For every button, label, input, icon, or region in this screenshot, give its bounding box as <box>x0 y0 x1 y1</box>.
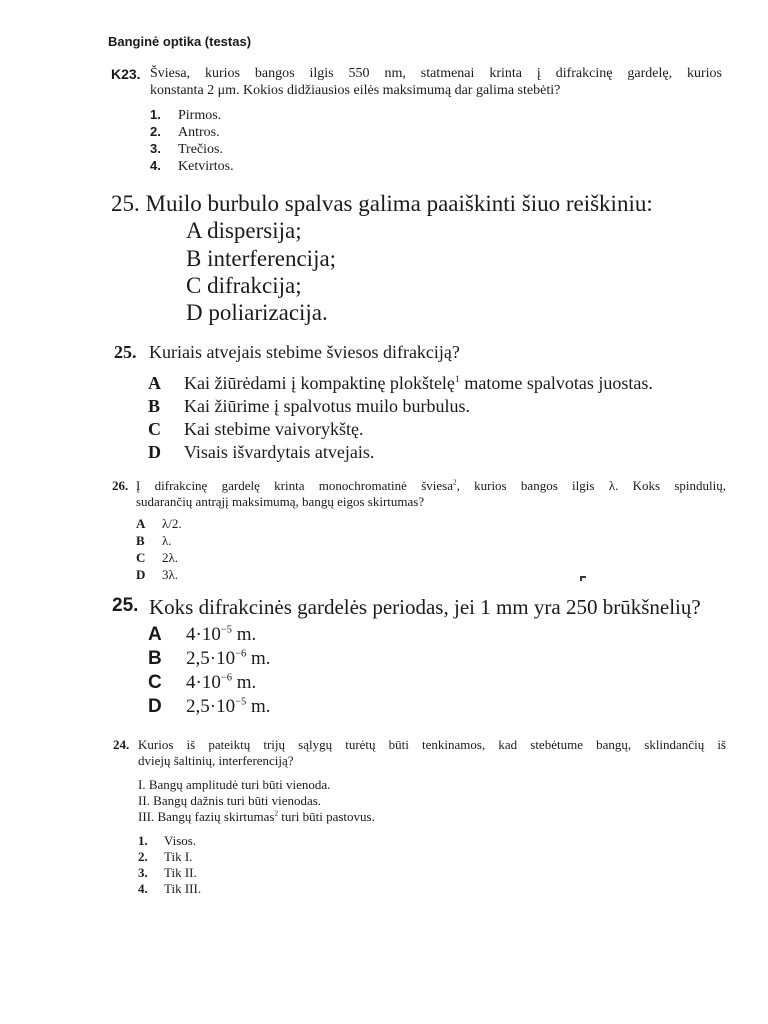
option-text: Kai žiūrėdami į kompaktinę plokštelę <box>184 373 455 393</box>
stray-mark <box>580 576 582 581</box>
question-text-line1: Kurios iš pateiktų trijų sąlygų turėtų būti tenkinamos, kad stebėtume bangų, sklindančių iš <box>138 737 726 752</box>
option <box>148 442 374 463</box>
question-number: 25. <box>114 342 137 362</box>
option <box>150 107 221 124</box>
question-text-line1 <box>136 478 726 494</box>
option-value-exponent: −6 <box>235 648 247 660</box>
condition: I. Bangų amplitudė turi būti vienoda. <box>138 777 331 792</box>
option-label: A <box>148 624 162 645</box>
option <box>148 696 270 718</box>
option-text: λ/2. <box>162 516 182 531</box>
option <box>136 533 172 549</box>
footnote-mark: 1 <box>454 374 460 385</box>
question-text: Kuriais atvejais stebime šviesos difrakciją? <box>149 342 460 362</box>
footnote-mark: 2 <box>452 478 457 487</box>
condition <box>138 809 375 825</box>
condition: II. Bangų dažnis turi būti vienodas. <box>138 793 322 808</box>
question-text-line2: dviejų šaltinių, interferenciją? <box>138 753 294 768</box>
option <box>136 567 178 583</box>
option-text: Kai žiūrime į spalvotus muilo burbulus. <box>184 396 470 416</box>
question-number: 25. <box>112 595 139 616</box>
text-part: Į difrakcinę gardelę krinta monochromatinė šviesa <box>136 478 453 493</box>
text-part: , kurios bangos ilgis λ. Koks spindulių, <box>456 478 727 493</box>
option-text: λ. <box>162 533 172 548</box>
option <box>138 865 197 881</box>
option <box>148 624 256 646</box>
option-label: 1. <box>138 833 148 848</box>
option-label: A <box>136 516 146 531</box>
option-label: 2. <box>138 849 148 864</box>
option-text: Tik III. <box>164 881 202 896</box>
option-label: D <box>148 442 161 462</box>
option-text: Visais išvardytais atvejais. <box>184 442 375 462</box>
option-value-base: 2,5·10 <box>186 648 236 669</box>
option-label: C <box>148 419 161 439</box>
option-label: C <box>136 550 146 565</box>
option <box>138 849 192 865</box>
question-number: 26. <box>112 478 129 493</box>
option-text: Tik II. <box>164 865 197 880</box>
question-text-line1: Šviesa, kurios bangos ilgis 550 nm, statmenai krinta į difrakcinę gardelę, kurios <box>150 66 722 81</box>
option <box>148 648 270 670</box>
option-value-base: 4·10 <box>186 624 221 645</box>
option <box>150 141 223 158</box>
option-value-exponent: −5 <box>220 624 232 636</box>
option: A dispersija; <box>186 218 302 243</box>
option: C difrakcija; <box>186 273 302 298</box>
question-number: K23. <box>111 66 141 82</box>
option: D poliarizacija. <box>186 300 328 325</box>
option <box>138 833 196 849</box>
option-text: Visos. <box>164 833 197 848</box>
option-label: 1. <box>150 107 161 122</box>
option-label: 3. <box>150 141 161 156</box>
option <box>148 396 470 417</box>
option-label: 4. <box>150 158 161 173</box>
question-text-line2: sudarančių antrąjį maksimumą, bangų eigos skirtumas? <box>136 494 425 509</box>
option <box>150 124 220 141</box>
footnote-mark: 2 <box>274 809 279 818</box>
question-number: 24. <box>113 737 130 752</box>
option-text: Ketvirtos. <box>178 159 234 174</box>
option-label: B <box>136 533 145 548</box>
option-label: B <box>148 396 161 416</box>
option-label: 2. <box>150 124 161 139</box>
option-unit: m. <box>246 648 271 669</box>
condition-text-tail: turi būti pastovus. <box>278 809 375 824</box>
option-text: Tik I. <box>164 849 193 864</box>
option-unit: m. <box>231 672 257 693</box>
option-text: Kai stebime vaivorykštę. <box>184 419 364 439</box>
question-heading: 25. Muilo burbulo spalvas galima paaiškinti šiuo reiškiniu: <box>111 191 653 216</box>
option-unit: m. <box>246 696 271 717</box>
option-value-base: 4·10 <box>186 672 221 693</box>
option <box>148 672 256 694</box>
option <box>136 516 182 532</box>
option <box>148 419 363 440</box>
option <box>148 373 653 394</box>
option <box>138 881 201 897</box>
question-text: Koks difrakcinės gardelės periodas, jei 1 mm yra 250 brūkšnelių? <box>149 595 701 619</box>
option-label: 4. <box>138 881 148 896</box>
option <box>136 550 178 566</box>
option-text: 3λ. <box>162 567 179 582</box>
option-label: C <box>148 672 162 693</box>
option-text-tail: matome spalvotas juostas. <box>459 373 653 393</box>
page-title: Banginė optika (testas) <box>108 34 252 49</box>
option-text: Trečios. <box>178 142 223 157</box>
condition-text: III. Bangų fazių skirtumas <box>138 809 275 824</box>
option: B interferencija; <box>186 246 337 271</box>
option-label: D <box>148 696 162 717</box>
option-text: Pirmos. <box>178 108 222 123</box>
option-label: A <box>148 373 161 393</box>
option-label: B <box>148 648 162 669</box>
option-value-exponent: −6 <box>220 672 232 684</box>
question-text-line2: konstanta 2 μm. Kokios didžiausios eilės maksimumą dar galima stebėti? <box>150 83 561 98</box>
option-value-exponent: −5 <box>235 696 247 708</box>
option-unit: m. <box>231 624 257 645</box>
option-label: 3. <box>138 865 148 880</box>
option-text: 2λ. <box>162 550 179 565</box>
option-text: Antros. <box>178 125 220 140</box>
option-value-base: 2,5·10 <box>186 696 236 717</box>
option <box>150 158 234 175</box>
option-label: D <box>136 567 146 582</box>
